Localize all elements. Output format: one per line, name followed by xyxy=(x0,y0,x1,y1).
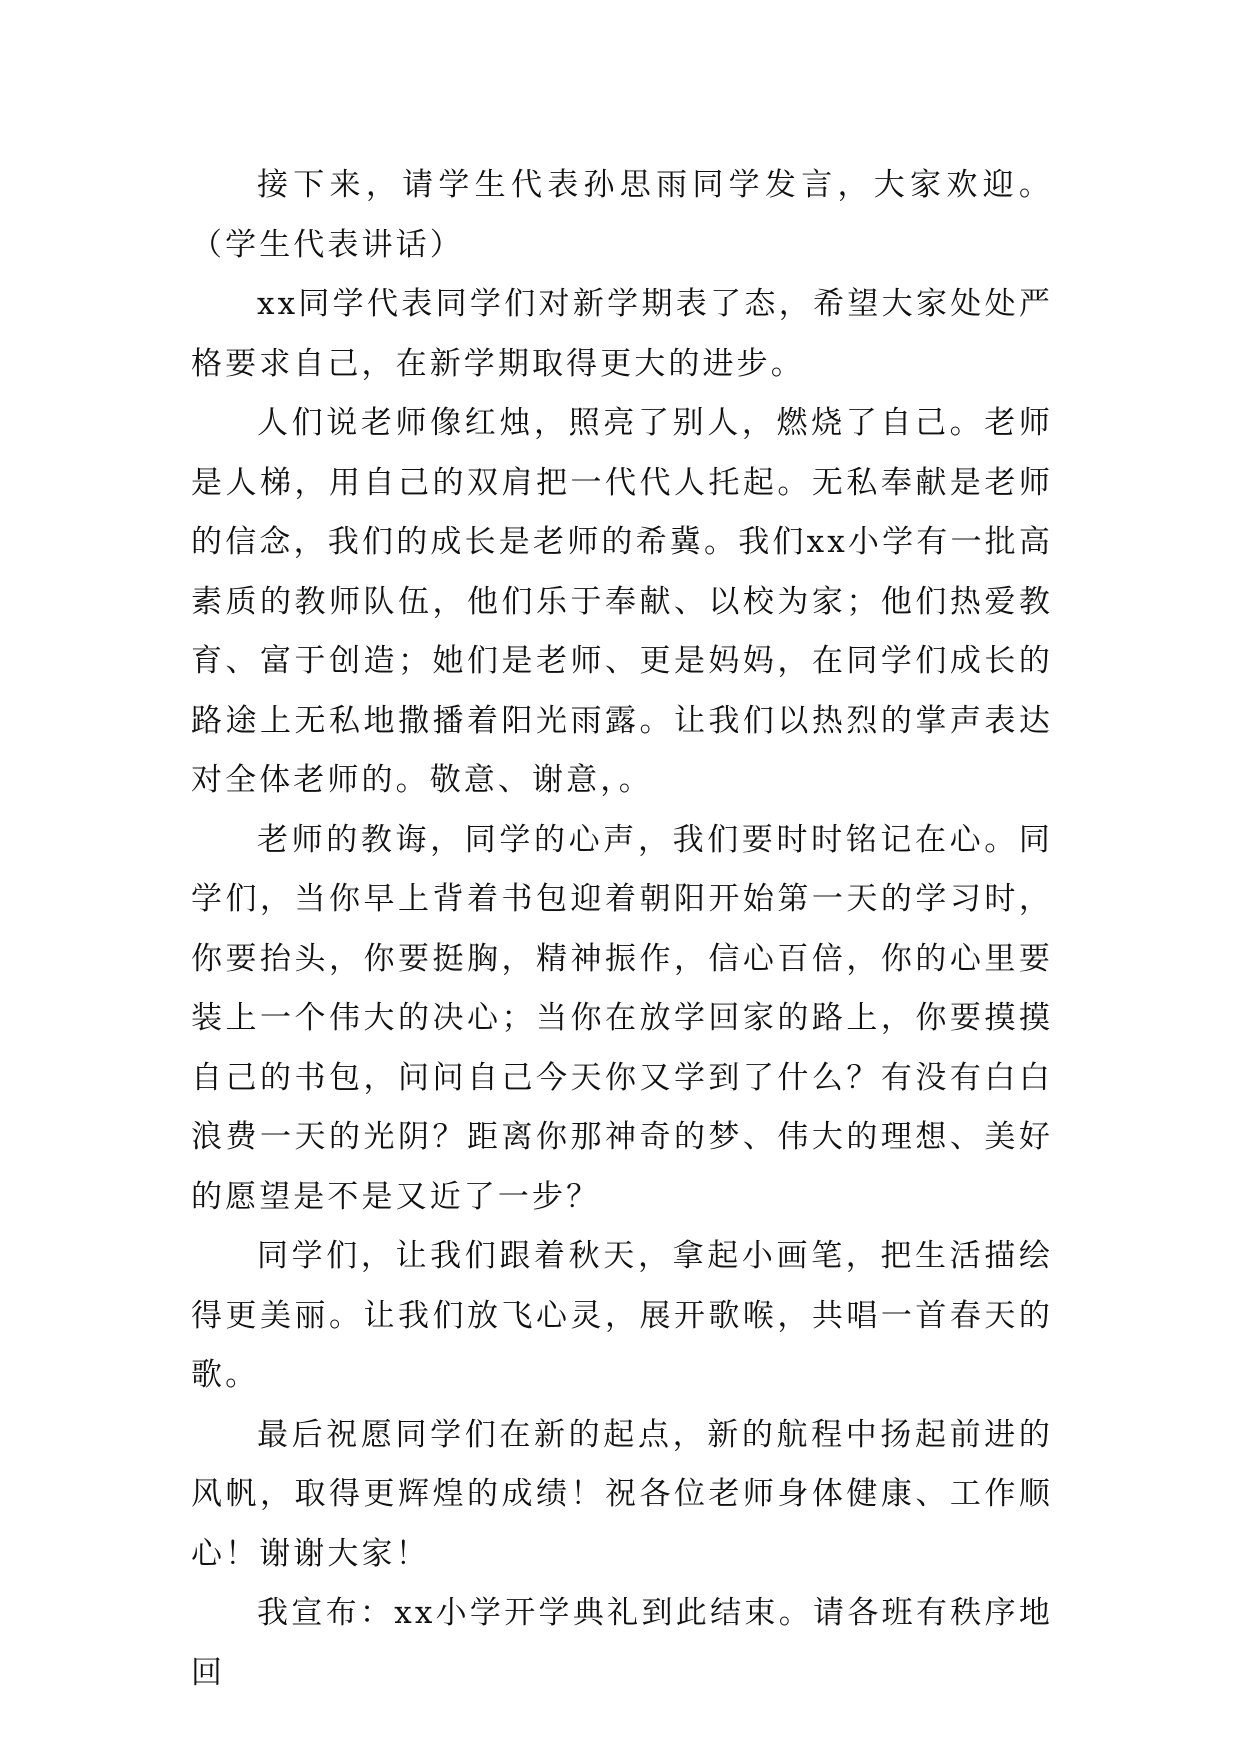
paragraph-closing-announcement: 我宣布：xx小学开学典礼到此结束。请各班有秩序地回 xyxy=(191,1595,1053,1691)
paragraph-teachers-teaching: 老师的教诲，同学的心声，我们要时时铭记在心。同学们，当你早上背着书包迎着朝阳开始第一天的学习时，你要抬头，你要挺胸，精神振作，信心百倍，你的心里要装上一个伟大的决心；当你在放学回家的路上，你要摸摸自己的书包，问问自己今天你又学到了什么？有没有白白浪费一天的光阴？距离你那神奇的梦、伟大的理想、美好的愿望是不是又近了一步？ xyxy=(191,821,1053,1215)
paragraph-student-attitude: xx同学代表同学们对新学期表了态，希望大家处处严格要求自己，在新学期取得更大的进步。 xyxy=(191,286,1053,382)
paragraph-autumn: 同学们，让我们跟着秋天，拿起小画笔，把生活描绘得更美丽。让我们放飞心灵，展开歌喉，共唱一首春天的歌。 xyxy=(191,1238,1053,1393)
document-body xyxy=(191,156,1053,1703)
paragraph-teachers-tribute: 人们说老师像红烛，照亮了别人，燃烧了自己。老师是人梯，用自己的双肩把一代代人托起。无私奉献是老师的信念，我们的成长是老师的希冀。我们xx小学有一批高素质的教师队伍，他们乐于奉献、以校为家；他们热爱教育、富于创造；她们是老师、更是妈妈，在同学们成长的路途上无私地撒播着阳光雨露。让我们以热烈的掌声表达对全体老师的。敬意、谢意，。 xyxy=(191,405,1053,798)
paragraph-student-speech: 接下来，请学生代表孙思雨同学发言，大家欢迎。（学生代表讲话） xyxy=(191,167,1053,263)
paragraph-best-wishes: 最后祝愿同学们在新的起点，新的航程中扬起前进的风帆，取得更辉煌的成绩！祝各位老师身体健康、工作顺心！谢谢大家！ xyxy=(191,1416,1053,1572)
